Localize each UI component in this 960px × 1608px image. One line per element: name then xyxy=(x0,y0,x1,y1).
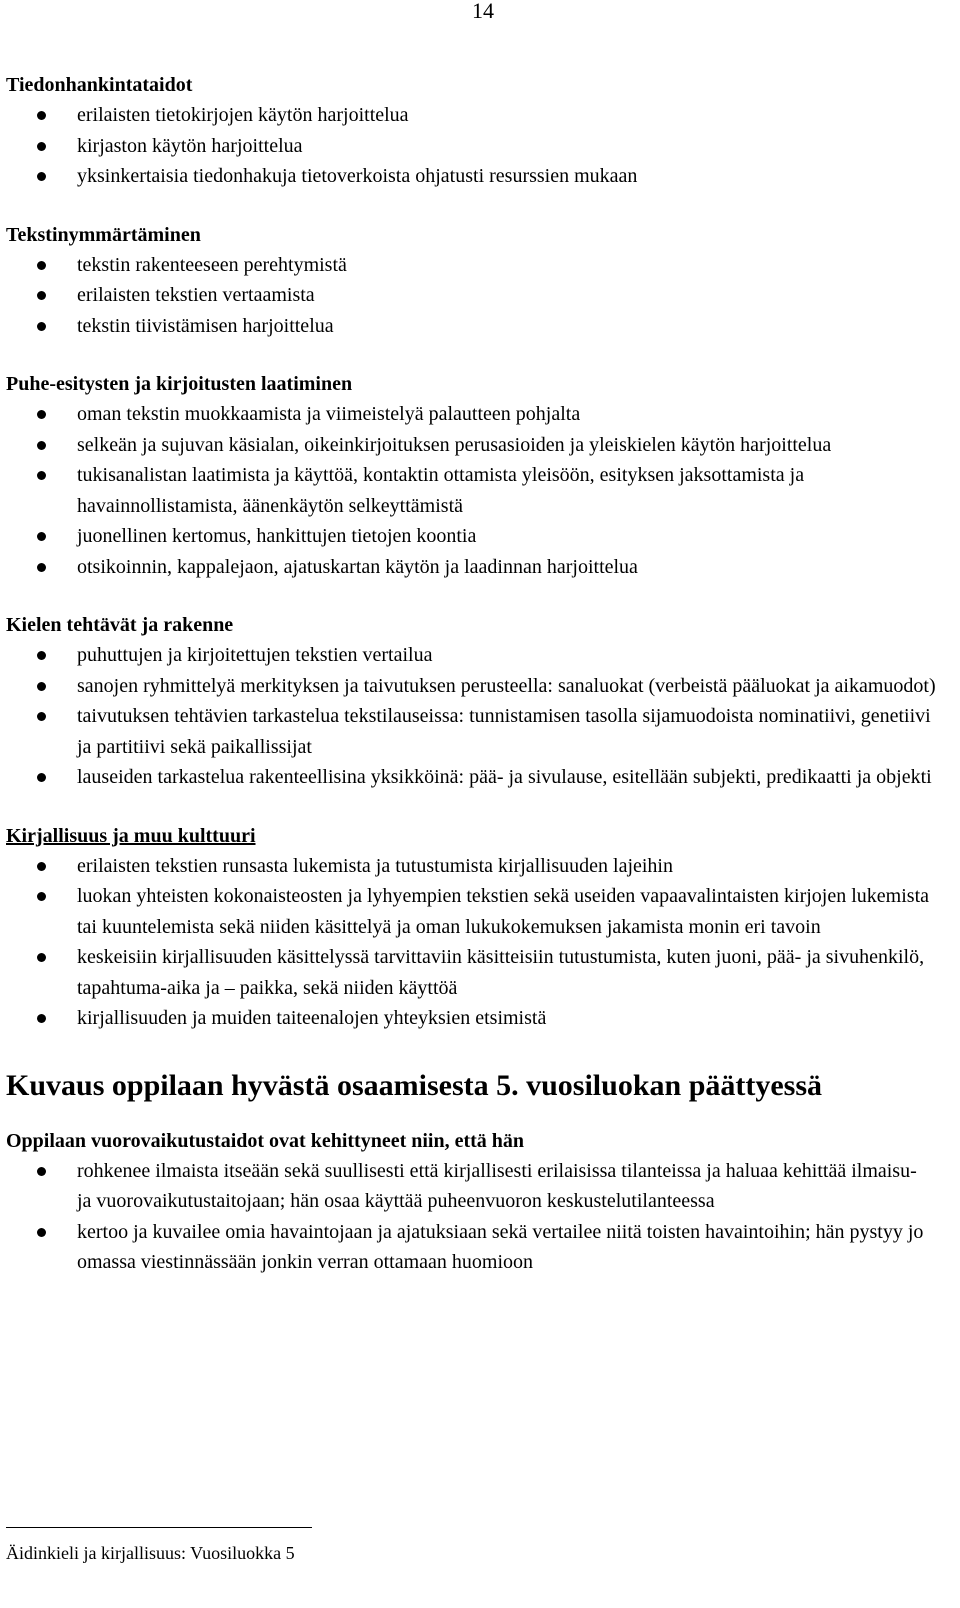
list-item: keskeisiin kirjallisuuden käsittelyssä tarvittaviin käsitteisiin tutustumista, kuten juoni, pää- ja sivuhenkilö, tapahtuma-aika ja – paikka, sekä niiden käyttöä xyxy=(6,942,936,1003)
list-item: oman tekstin muokkaamista ja viimeistelyä palautteen pohjalta xyxy=(6,399,936,430)
bullet-icon xyxy=(37,172,46,181)
list-item: tekstin tiivistämisen harjoittelua xyxy=(6,311,936,342)
list-item: juonellinen kertomus, hankittujen tietojen koontia xyxy=(6,521,936,552)
list-item: tukisanalistan laatimista ja käyttöä, kontaktin ottamista yleisöön, esityksen jaksottamista ja havainnollistamista, äänenkäytön selkeyttämistä xyxy=(6,460,936,521)
list-item: luokan yhteisten kokonaisteosten ja lyhyempien tekstien sekä useiden vapaavalintaisten kirjojen lukemista tai kuuntelemista sekä niiden käsittelyä ja oman lukukokemuksen jakamista monin eri tavoin xyxy=(6,881,936,942)
footer-text: Äidinkieli ja kirjallisuus: Vuosiluokka 5 xyxy=(6,1543,295,1563)
major-heading: Kuvaus oppilaan hyvästä osaamisesta 5. vuosiluokan päättyessä xyxy=(6,1068,823,1102)
list-item: taivutuksen tehtävien tarkastelua tekstilauseissa: tunnistamisen tasolla sijamuodoista nominatiivi, genetiivi ja partitiivi sekä paikallissijat xyxy=(6,701,936,762)
bullet-list xyxy=(6,851,936,1034)
bullet-icon xyxy=(37,773,46,782)
bullet-icon xyxy=(37,441,46,450)
document-body xyxy=(6,70,936,1306)
list-item: lauseiden tarkastelua rakenteellisina yksikköinä: pää- ja sivulause, esitellään subjekti, predikaatti ja objekti xyxy=(6,762,936,793)
bullet-list xyxy=(6,250,936,342)
list-item: puhuttujen ja kirjoitettujen tekstien vertailua xyxy=(6,640,936,671)
bullet-icon xyxy=(37,953,46,962)
bullet-list xyxy=(6,399,936,582)
bullet-icon xyxy=(37,862,46,871)
list-item: rohkenee ilmaista itseään sekä suullisesti että kirjallisesti erilaisissa tilanteissa ja haluaa kehittää ilmaisu- ja vuorovaikutustaitojaan; hän osaa käyttää puheenvuoron keskustelutilanteessa xyxy=(6,1156,936,1217)
bullet-icon xyxy=(37,142,46,151)
bullet-icon xyxy=(37,563,46,572)
list-item: erilaisten tekstien runsasta lukemista ja tutustumista kirjallisuuden lajeihin xyxy=(6,851,936,882)
bullet-icon xyxy=(37,682,46,691)
list-item: erilaisten tekstien vertaamista xyxy=(6,280,936,311)
bullet-icon xyxy=(37,1228,46,1237)
subsection-heading: Oppilaan vuorovaikutustaidot ovat kehittyneet niin, että hän xyxy=(6,1129,525,1152)
bullet-icon xyxy=(37,1167,46,1176)
bullet-icon xyxy=(37,892,46,901)
page-number: 14 xyxy=(472,0,494,23)
section-heading: Tekstinymmärtäminen xyxy=(6,223,201,246)
bullet-list xyxy=(6,640,936,793)
bullet-icon xyxy=(37,1014,46,1023)
footer-divider xyxy=(6,1527,312,1528)
bullet-icon xyxy=(37,410,46,419)
list-item: erilaisten tietokirjojen käytön harjoittelua xyxy=(6,100,936,131)
list-item: kertoo ja kuvailee omia havaintojaan ja ajatuksiaan sekä vertailee niitä toisten havaintoihin; hän pystyy jo omassa viestinnässään jonkin verran ottamaan huomioon xyxy=(6,1217,936,1278)
list-item: tekstin rakenteeseen perehtymistä xyxy=(6,250,936,281)
bullet-icon xyxy=(37,532,46,541)
bullet-icon xyxy=(37,111,46,120)
bullet-list xyxy=(6,1156,936,1278)
bullet-icon xyxy=(37,261,46,270)
bullet-icon xyxy=(37,322,46,331)
bullet-icon xyxy=(37,651,46,660)
bullet-list xyxy=(6,100,936,192)
bullet-icon xyxy=(37,471,46,480)
section-heading: Kirjallisuus ja muu kulttuuri xyxy=(6,824,256,847)
section-heading: Kielen tehtävät ja rakenne xyxy=(6,614,234,636)
bullet-icon xyxy=(37,712,46,721)
bullet-icon xyxy=(37,291,46,300)
list-item: selkeän ja sujuvan käsialan, oikeinkirjoituksen perusasioiden ja yleiskielen käytön harjoittelua xyxy=(6,430,936,461)
list-item: kirjaston käytön harjoittelua xyxy=(6,131,936,162)
list-item: kirjallisuuden ja muiden taiteenalojen yhteyksien etsimistä xyxy=(6,1003,936,1034)
list-item: yksinkertaisia tiedonhakuja tietoverkoista ohjatusti resurssien mukaan xyxy=(6,161,936,192)
list-item: sanojen ryhmittelyä merkityksen ja taivutuksen perusteella: sanaluokat (verbeistä pääluokat ja aikamuodot) xyxy=(6,671,936,702)
section-heading: Puhe-esitysten ja kirjoitusten laatiminen xyxy=(6,373,353,395)
section-heading: Tiedonhankintataidot xyxy=(6,74,193,96)
list-item: otsikoinnin, kappalejaon, ajatuskartan käytön ja laadinnan harjoittelua xyxy=(6,552,936,583)
